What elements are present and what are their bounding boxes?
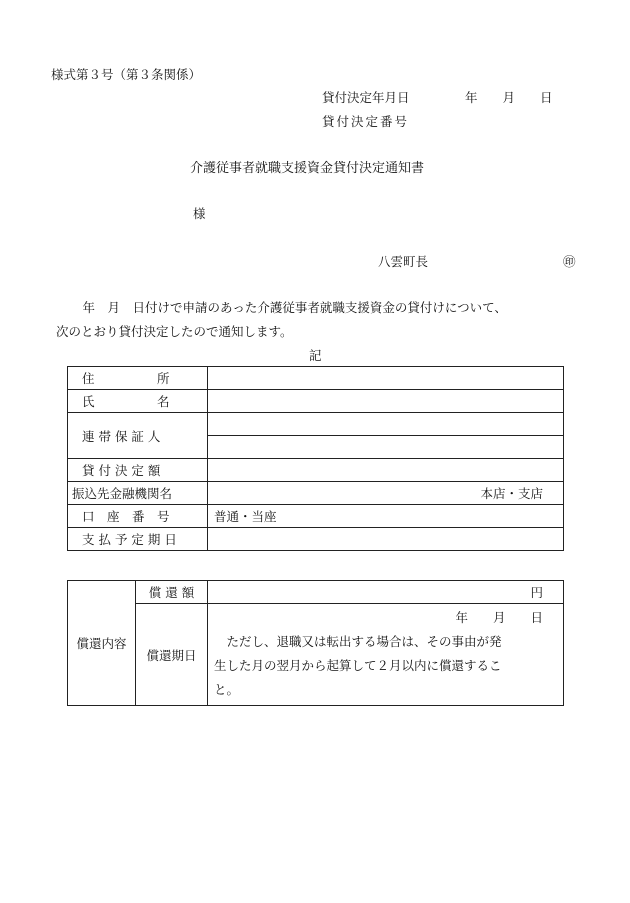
table-row — [68, 604, 564, 706]
guarantor-value-2 — [208, 436, 564, 459]
document-title: 介護従事者就職支援資金貸付決定通知書 — [190, 161, 425, 176]
body-line-1: 年 月 日付けで申請のあった介護従事者就職支援資金の貸付けについて、 — [70, 300, 507, 315]
seal-mark: ㊞ — [563, 254, 576, 269]
table-row — [68, 528, 564, 551]
loan-amount-value — [208, 459, 564, 482]
table-row — [68, 505, 564, 528]
decision-date-label: 貸付決定年月日 — [322, 90, 410, 105]
table-row — [68, 581, 564, 604]
repayment-period-date: 年 月 日 — [455, 610, 543, 625]
loan-info-table — [67, 366, 564, 551]
bank-label: 振込先金融機関名 — [68, 482, 208, 505]
table-row — [68, 413, 564, 436]
bank-branch-value: 本店・支店 — [208, 482, 564, 505]
decision-number-label: 貸付決定番号 — [322, 114, 410, 129]
repayment-amount-unit: 円 — [208, 581, 564, 604]
table-row — [68, 482, 564, 505]
table-row — [68, 390, 564, 413]
repayment-note-line-1: ただし、退職又は転出する場合は、その事由が発 — [214, 634, 502, 649]
repayment-note-line-2: 生した月の翌月から起算して２月以内に償還するこ — [214, 658, 502, 673]
repayment-period-cell — [208, 604, 564, 706]
payment-date-value — [208, 528, 564, 551]
account-number-label: 口 座 番 号 — [68, 505, 208, 528]
payment-date-label: 支 払 予 定 期 日 — [68, 528, 208, 551]
repayment-table — [67, 580, 564, 706]
table-row — [68, 367, 564, 390]
body-line-2: 次のとおり貸付決定したので通知します。 — [56, 324, 293, 339]
addressee-honorific: 様 — [193, 206, 206, 221]
loan-amount-label: 貸 付 決 定 額 — [68, 459, 208, 482]
name-value — [208, 390, 564, 413]
guarantor-label: 連 帯 保 証 人 — [68, 413, 208, 459]
form-number: 様式第３号（第３条関係） — [51, 67, 202, 82]
address-value — [208, 367, 564, 390]
ki-heading: 記 — [309, 348, 322, 363]
repayment-section-label: 償還内容 — [68, 581, 136, 706]
name-label: 氏 名 — [68, 390, 208, 413]
guarantor-value-1 — [208, 413, 564, 436]
repayment-note-line-3: と。 — [214, 682, 240, 697]
repayment-amount-label: 償 還 額 — [136, 581, 208, 604]
issuer-name: 八雲町長 — [378, 254, 429, 269]
repayment-period-label: 償還期日 — [136, 604, 208, 706]
account-type-value: 普通・当座 — [208, 505, 564, 528]
address-label: 住 所 — [68, 367, 208, 390]
decision-date-value: 年 月 日 — [465, 90, 553, 105]
table-row — [68, 459, 564, 482]
